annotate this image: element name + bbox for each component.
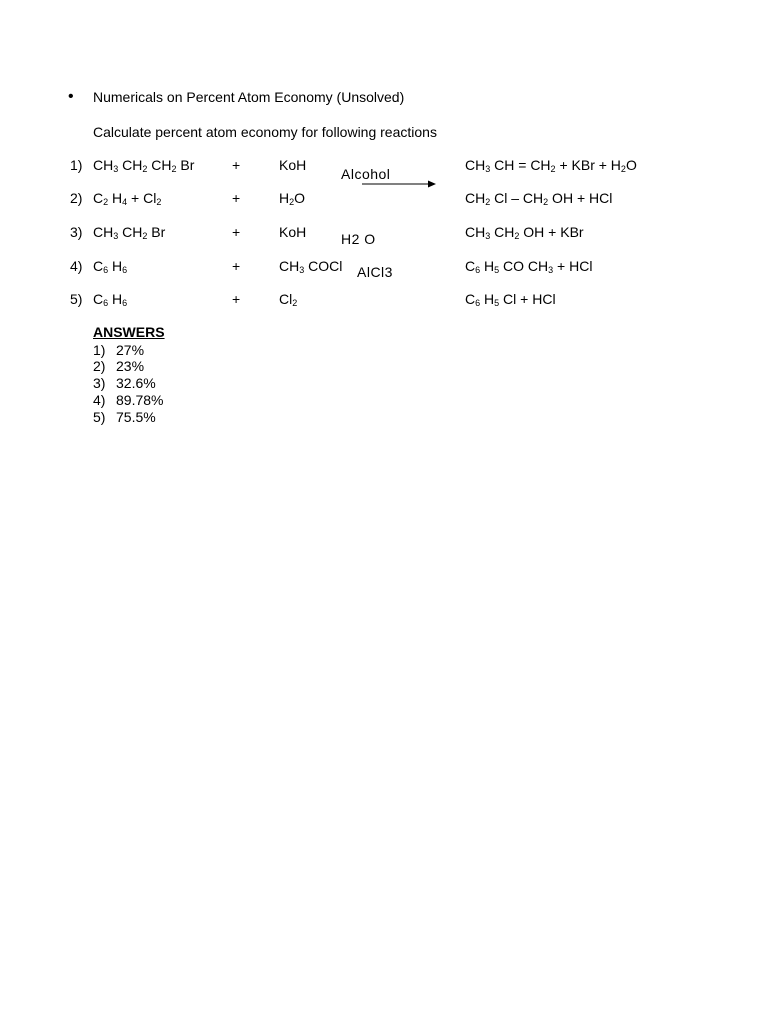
- page-heading: Numericals on Percent Atom Economy (Unsolved): [93, 89, 405, 105]
- answer-value: 89.78%: [116, 392, 164, 408]
- reaction-condition: Alcohol: [341, 166, 391, 182]
- reaction-number: 4): [70, 258, 83, 274]
- answers-title: ANSWERS: [93, 324, 165, 340]
- reactant-1: $CH_3$ $CH_2$ $CH_2$ Br: [93, 157, 195, 174]
- instruction-text: Calculate percent atom economy for following reactions: [93, 124, 437, 140]
- answer-item: [93, 342, 144, 358]
- plus-sign: +: [232, 224, 241, 240]
- answer-number: 3): [93, 375, 106, 391]
- answer-item: [93, 358, 144, 374]
- answer-value: 75.5%: [116, 409, 156, 425]
- reactant-1: $C_6$ $H_6$: [93, 258, 128, 275]
- answer-number: 2): [93, 358, 106, 374]
- reactant-2: $CH_3$ COCl: [279, 258, 343, 275]
- plus-sign: +: [232, 258, 241, 274]
- product: $CH_3$ $CH_2$ OH + KBr: [465, 224, 584, 241]
- plus-sign: +: [232, 190, 241, 206]
- reaction-number: 5): [70, 291, 83, 307]
- reaction-arrow-icon: [362, 178, 436, 190]
- answer-number: 1): [93, 342, 106, 358]
- plus-sign: +: [232, 291, 241, 307]
- product: $CH_2$ Cl – $CH_2$ OH + HCl: [465, 190, 613, 207]
- reaction-number: 1): [70, 157, 83, 173]
- product: $C_6$ $H_5$ CO $CH_3$ + HCl: [465, 258, 593, 275]
- plus-sign: +: [232, 157, 241, 173]
- answer-item: [93, 392, 163, 408]
- answer-value: 27%: [116, 342, 145, 358]
- reaction-condition: H2 O: [341, 231, 376, 247]
- reaction-number: 3): [70, 224, 83, 240]
- reaction-number: 2): [70, 190, 83, 206]
- answer-number: 4): [93, 392, 106, 408]
- reactant-1: $CH_3$ $CH_2$ Br: [93, 224, 166, 241]
- answer-value: 23%: [116, 358, 145, 374]
- reactant-2: KoH: [279, 157, 307, 173]
- reaction-condition: AlCl3: [357, 264, 393, 280]
- product: $CH_3$ CH = $CH_2$ + KBr + $H_2O$: [465, 157, 637, 174]
- answer-number: 5): [93, 409, 106, 425]
- reactant-1: $C_6$ $H_6$: [93, 291, 128, 308]
- answer-value: 32.6%: [116, 375, 156, 391]
- reactant-2: $H_2O$: [279, 190, 306, 207]
- reactant-2: KoH: [279, 224, 307, 240]
- bullet-point: •: [68, 88, 74, 105]
- product: $C_6$ $H_5$ Cl + HCl: [465, 291, 556, 308]
- answer-item: [93, 409, 156, 425]
- reactant-2: $Cl_2$: [279, 291, 298, 308]
- reactant-1: $C_2$ $H_4 + Cl_2$: [93, 190, 162, 207]
- answer-item: [93, 375, 156, 391]
